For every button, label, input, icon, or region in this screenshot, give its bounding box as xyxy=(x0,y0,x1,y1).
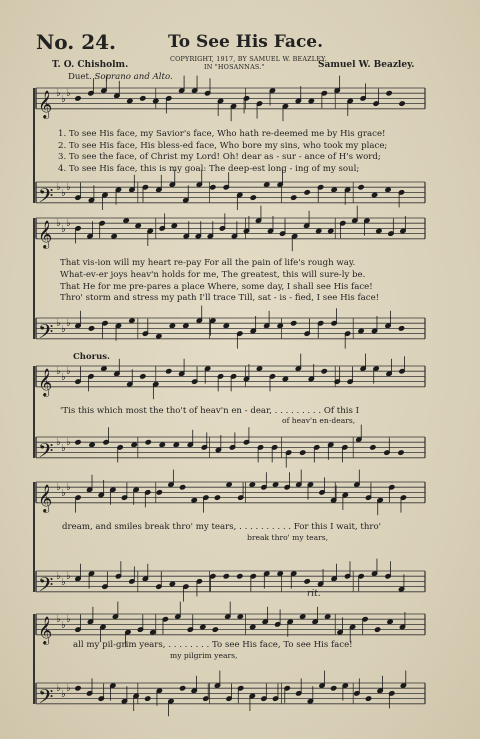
flat-icon: ♭ xyxy=(66,614,71,625)
chorus-line-3-echo: my pilgrim years, xyxy=(170,651,238,660)
verse-1-line-1: 1. To see His face, my Savior's face, Who hath re-deemed me by His grace! xyxy=(58,129,386,139)
copyright-line-1: COPYRIGHT, 1917, BY SAMUEL W. BEAZLEY. xyxy=(170,55,327,63)
bass-clef-icon: 𝄢 xyxy=(38,183,54,212)
flat-icon: ♭ xyxy=(61,488,66,499)
flat-icon: ♭ xyxy=(61,443,66,454)
chorus-line-1: 'Tis this which most the tho't of heav'n en - dear, . . . . . . . . . Of this I xyxy=(60,406,360,416)
hymn-title: To See His Face. xyxy=(168,32,324,52)
verse-3-line-2: That He for me pre-pares a place Where, some day, I shall see His face! xyxy=(60,282,373,292)
verse-3-line-1: 3. To see the face, of Christ my Lord! Oh! dear as - sur - ance of H's word; xyxy=(58,152,381,162)
staff xyxy=(36,318,425,348)
verse-4-line-2: Thro' storm and stress my path I'll trace Till, sat - is - fied, I see His face! xyxy=(60,293,380,303)
treble-clef-icon: 𝄞 xyxy=(38,615,53,644)
staff xyxy=(36,437,425,467)
copyright-line-2: IN "HOSANNAS." xyxy=(204,63,265,71)
bass-clef-icon: 𝄢 xyxy=(38,572,54,601)
verse-2-line-2: What-ev-er joys heav'n holds for me, The greatest, this will sure-ly be. xyxy=(60,270,366,280)
verse-2-line-1: 2. To see His face, His bless-ed face, Who bore my sins, who took my place; xyxy=(58,141,388,151)
ritardando-mark: rit. xyxy=(307,589,321,599)
verse-4-line-1: 4. To see His face, this is my goal: The deep-est long - ing of my soul; xyxy=(58,164,360,174)
voicing-duet: Duet. xyxy=(68,72,92,82)
staff-notes xyxy=(75,559,405,602)
bass-clef-icon: 𝄢 xyxy=(38,684,54,713)
verse-1-line-2: That vis-ion will my heart re-pay For all the pain of life's rough way. xyxy=(60,258,356,268)
flat-icon: ♭ xyxy=(66,683,71,694)
flat-icon: ♭ xyxy=(56,218,61,229)
flat-icon: ♭ xyxy=(56,482,61,493)
staff-notes xyxy=(75,425,404,468)
chorus-line-2-echo: break thro' my tears, xyxy=(247,533,329,542)
flat-icon: ♭ xyxy=(61,372,66,383)
bass-clef-icon: 𝄢 xyxy=(38,319,54,348)
lyricist: T. O. Chisholm. xyxy=(52,60,129,70)
flat-icon: ♭ xyxy=(56,437,61,448)
flat-icon: ♭ xyxy=(66,366,71,377)
treble-clef-icon: 𝄞 xyxy=(38,483,53,512)
staff xyxy=(36,182,425,212)
flat-icon: ♭ xyxy=(66,437,71,448)
chorus-line-1-echo: of heav'n en-dears, xyxy=(282,416,356,425)
chorus-label: Chorus. xyxy=(73,352,111,362)
voicing-parts: Soprano and Alto. xyxy=(94,72,173,82)
flat-icon: ♭ xyxy=(66,218,71,229)
chorus-line-3: all my pil-grim years, . . . . . . . . To see His face, To see His face! xyxy=(73,640,353,650)
treble-clef-icon: 𝄞 xyxy=(38,367,53,396)
staff-notes xyxy=(75,306,405,349)
flat-icon: ♭ xyxy=(56,614,61,625)
flat-icon: ♭ xyxy=(61,620,66,631)
staff xyxy=(36,366,425,397)
flat-icon: ♭ xyxy=(61,689,66,700)
flat-icon: ♭ xyxy=(61,577,66,588)
flat-icon: ♭ xyxy=(56,88,61,99)
flat-icon: ♭ xyxy=(66,318,71,329)
bass-clef-icon: 𝄢 xyxy=(38,438,54,467)
treble-clef-icon: 𝄞 xyxy=(38,89,53,118)
composer: Samuel W. Beazley. xyxy=(318,60,415,70)
flat-icon: ♭ xyxy=(61,94,66,105)
chorus-line-2: dream, and smiles break thro' my tears, . . . . . . . . . . For this I wait, thro' xyxy=(62,522,382,532)
treble-clef-icon: 𝄞 xyxy=(38,219,53,248)
flat-icon: ♭ xyxy=(56,683,61,694)
flat-icon: ♭ xyxy=(56,318,61,329)
flat-icon: ♭ xyxy=(61,224,66,235)
flat-icon: ♭ xyxy=(61,324,66,335)
flat-icon: ♭ xyxy=(61,188,66,199)
flat-icon: ♭ xyxy=(66,88,71,99)
flat-icon: ♭ xyxy=(66,482,71,493)
flat-icon: ♭ xyxy=(66,571,71,582)
flat-icon: ♭ xyxy=(56,571,61,582)
flat-icon: ♭ xyxy=(56,366,61,377)
hymn-number: No. 24. xyxy=(36,30,116,54)
staff xyxy=(36,88,425,119)
flat-icon: ♭ xyxy=(56,182,61,193)
flat-icon: ♭ xyxy=(66,182,71,193)
staff xyxy=(36,571,425,601)
staff-notes xyxy=(75,170,405,210)
